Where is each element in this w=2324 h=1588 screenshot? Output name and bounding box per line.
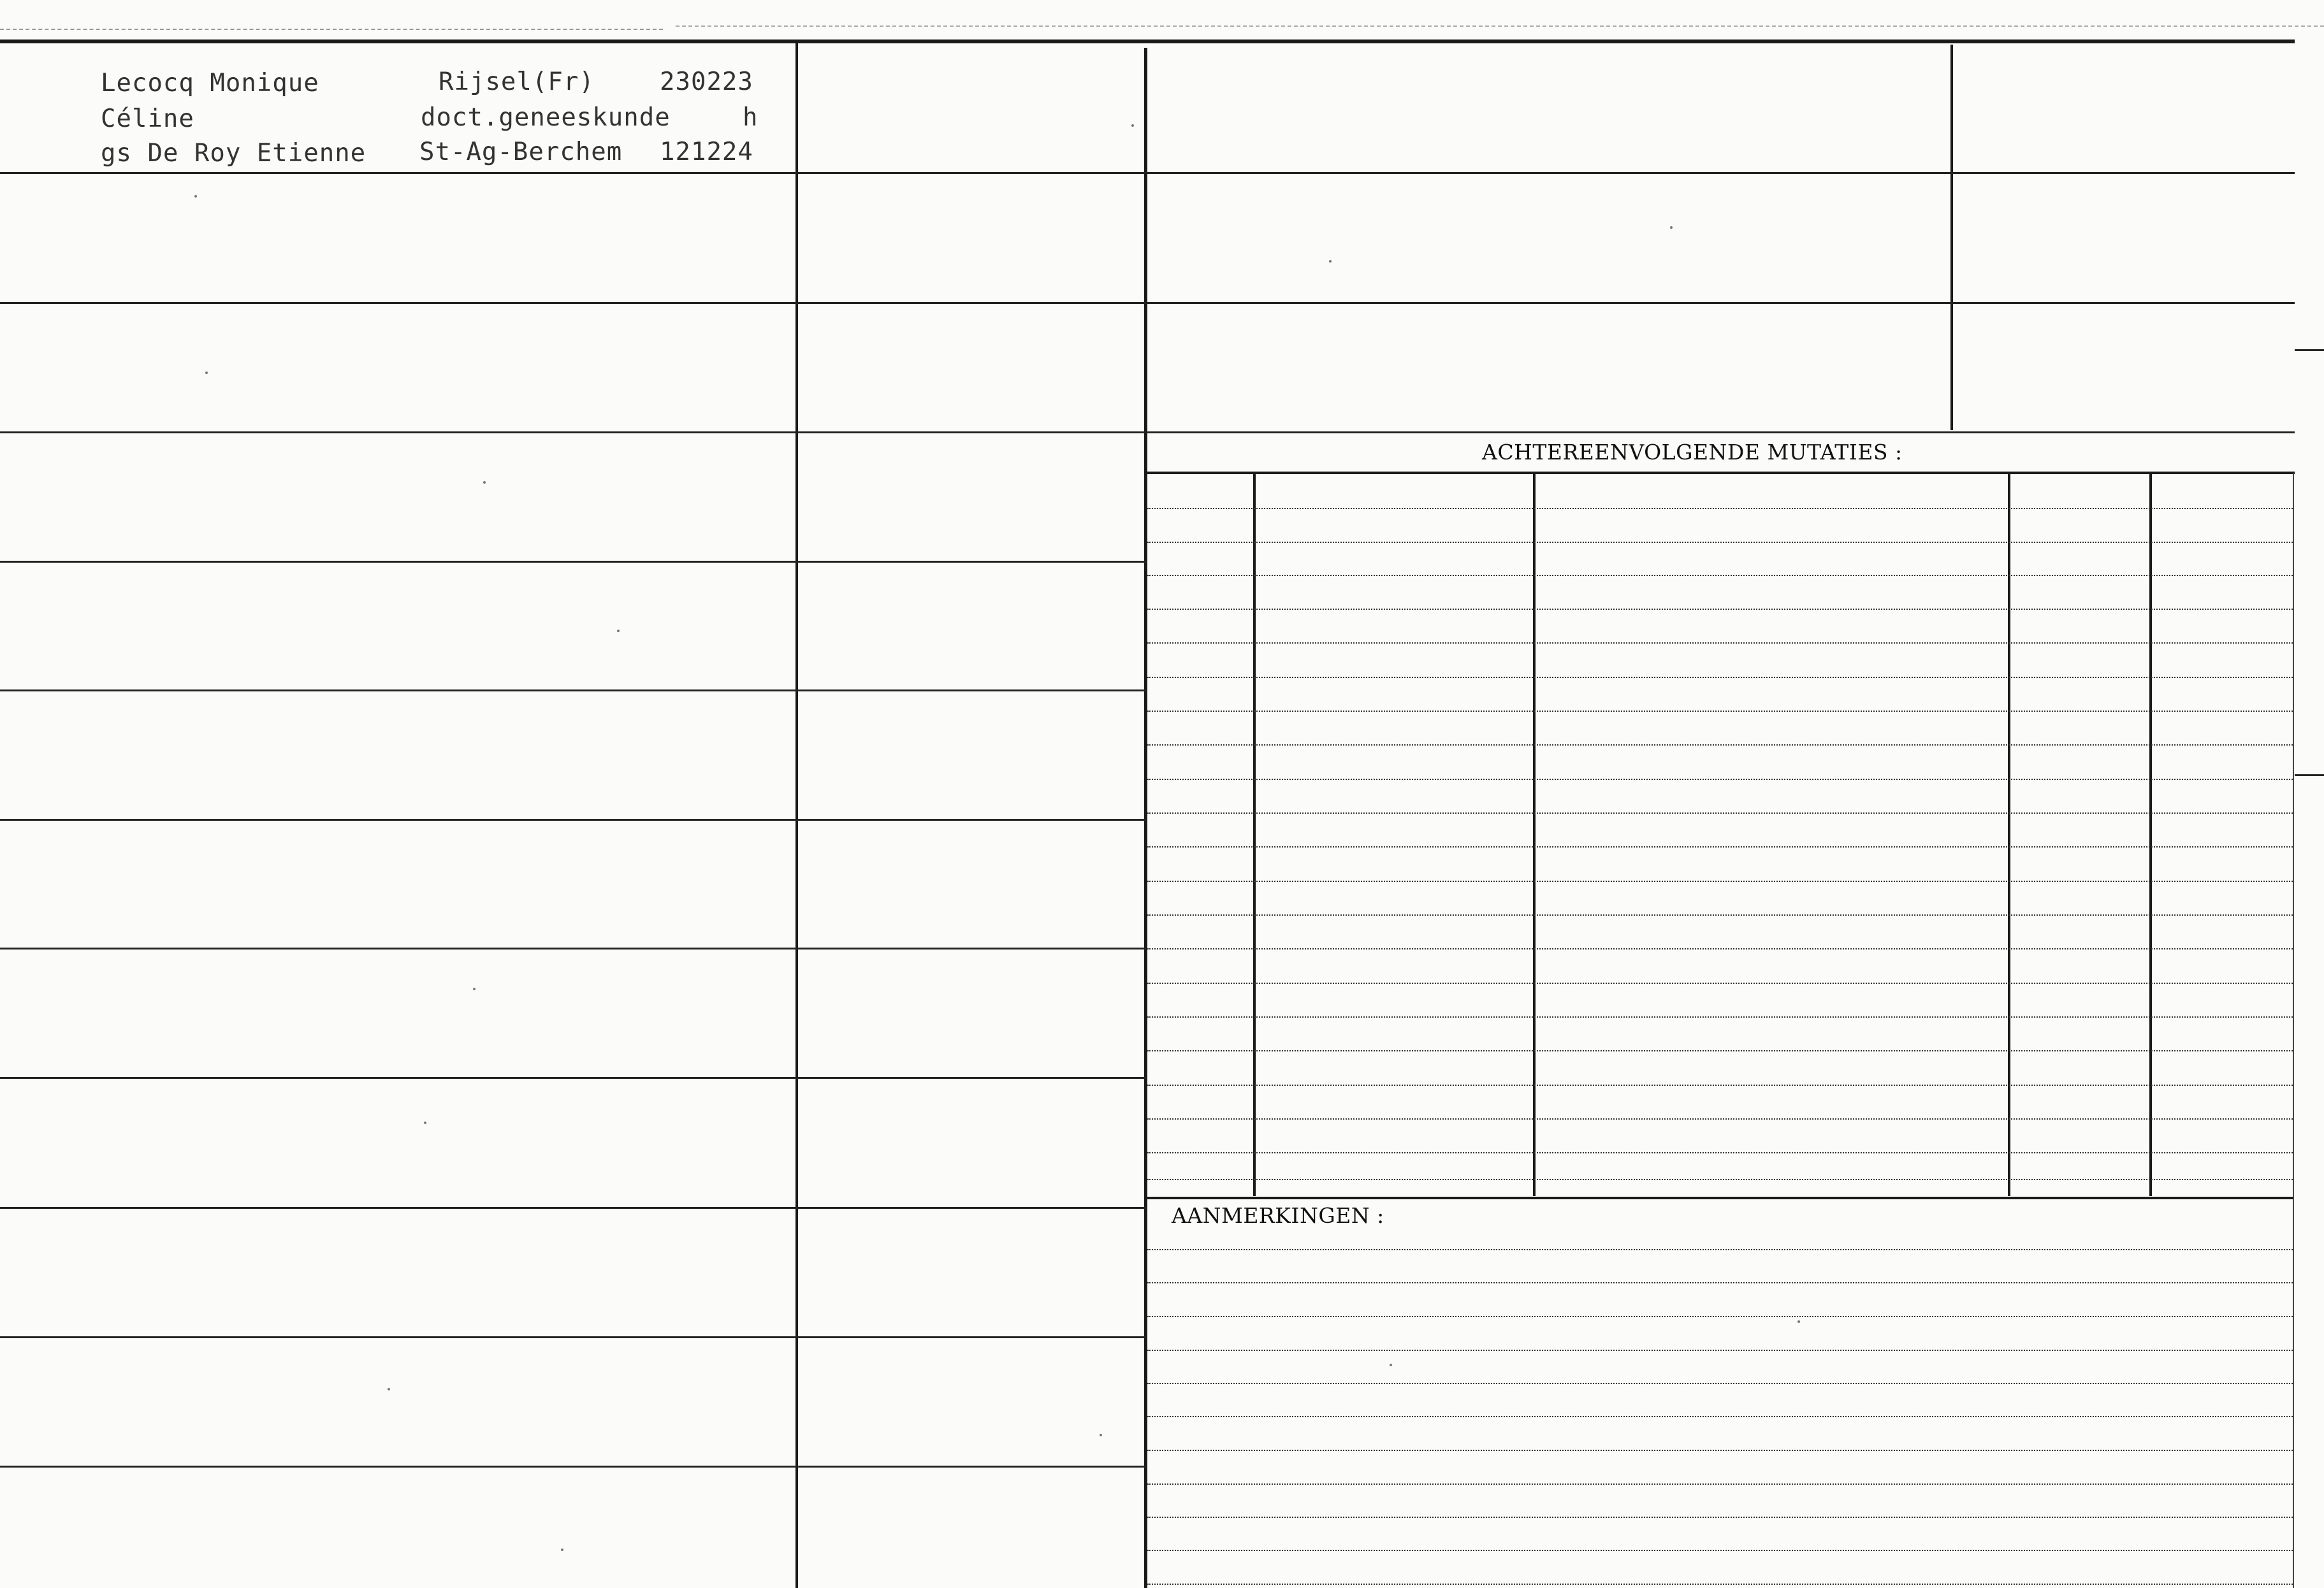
entry-birth-date: 230223 xyxy=(660,68,753,96)
mutations-col-divider xyxy=(1253,473,1256,1196)
entry-name-line: Lecocq Monique xyxy=(101,69,319,97)
remarks-rule xyxy=(1147,1416,2293,1417)
remarks-rule xyxy=(1147,1249,2293,1250)
remarks-rule xyxy=(1147,1383,2293,1384)
mutations-rule xyxy=(1147,711,2293,712)
mutations-rule xyxy=(1147,1152,2293,1153)
remarks-rule xyxy=(1147,1450,2293,1451)
scan-speck xyxy=(205,372,208,374)
margin-tick xyxy=(2295,349,2324,351)
mutations-top-rule xyxy=(1147,472,2295,474)
mutations-right-edge xyxy=(2293,473,2294,1588)
right-row-line xyxy=(1147,302,2295,304)
mutations-heading: ACHTEREENVOLGENDE MUTATIES : xyxy=(1482,440,1903,465)
remarks-rule xyxy=(1147,1584,2293,1585)
scan-speck xyxy=(1670,226,1673,229)
right-row-line xyxy=(1147,172,2295,174)
mutations-rule xyxy=(1147,983,2293,984)
scan-speck xyxy=(1100,1434,1102,1436)
remarks-rule xyxy=(1147,1282,2293,1283)
mutations-rule xyxy=(1147,914,2293,916)
mutations-rule xyxy=(1147,1179,2293,1180)
remarks-rule xyxy=(1147,1316,2293,1317)
mutations-bottom-rule xyxy=(1147,1197,2293,1199)
mutations-rule xyxy=(1147,642,2293,644)
right-upper-divider xyxy=(1950,45,1953,430)
scan-speck xyxy=(194,195,197,198)
scan-speck xyxy=(561,1548,563,1551)
row-line xyxy=(0,172,1146,174)
entry-occupation-mark: h xyxy=(743,103,759,132)
mutations-rule xyxy=(1147,677,2293,678)
margin-tick xyxy=(2295,774,2324,776)
row-line xyxy=(0,1207,1146,1209)
remarks-rule xyxy=(1147,1517,2293,1518)
mutations-col-divider xyxy=(2149,473,2152,1196)
top-edge-line-2 xyxy=(676,25,2324,27)
left-column-divider xyxy=(795,41,798,1588)
row-line xyxy=(0,819,1146,821)
row-line xyxy=(0,302,1146,304)
row-line xyxy=(0,1077,1146,1079)
row-line xyxy=(0,1336,1146,1338)
remarks-rule xyxy=(1147,1550,2293,1551)
center-column-divider xyxy=(1144,48,1147,1588)
row-line xyxy=(0,689,1146,691)
mutations-rule xyxy=(1147,1118,2293,1120)
row-line xyxy=(0,561,1146,563)
mutations-rule xyxy=(1147,609,2293,610)
right-row-line xyxy=(1147,431,2295,433)
remarks-rule xyxy=(1147,1483,2293,1485)
top-rule xyxy=(0,40,2295,43)
entry-occupation: doct.geneeskunde xyxy=(421,103,671,132)
mutations-rule xyxy=(1147,542,2293,543)
scan-speck xyxy=(1797,1320,1800,1323)
scan-speck xyxy=(424,1122,426,1124)
mutations-rule xyxy=(1147,1050,2293,1051)
entry-birth-place: Rijsel(Fr) xyxy=(439,68,595,96)
remarks-heading: AANMERKINGEN : xyxy=(1172,1203,1384,1228)
mutations-rule xyxy=(1147,948,2293,949)
scan-speck xyxy=(1329,260,1332,263)
row-line xyxy=(0,431,1146,433)
mutations-rule xyxy=(1147,881,2293,882)
mutations-col-divider xyxy=(1533,473,1536,1196)
scan-speck xyxy=(1131,124,1134,127)
mutations-rule xyxy=(1147,812,2293,814)
scan-speck xyxy=(483,481,486,484)
scan-speck xyxy=(473,988,476,990)
mutations-rule xyxy=(1147,1085,2293,1086)
top-edge-line xyxy=(0,29,663,30)
mutations-rule xyxy=(1147,575,2293,576)
entry-residence-date: 121224 xyxy=(660,138,753,166)
scan-speck xyxy=(617,630,620,632)
row-line xyxy=(0,1466,1146,1468)
mutations-rule xyxy=(1147,508,2293,509)
mutations-rule xyxy=(1147,846,2293,848)
mutations-rule xyxy=(1147,744,2293,746)
remarks-rule xyxy=(1147,1350,2293,1351)
mutations-col-divider xyxy=(2008,473,2010,1196)
mutations-rule xyxy=(1147,779,2293,780)
entry-given-name: Céline xyxy=(101,105,194,133)
row-line xyxy=(0,948,1146,949)
scan-speck xyxy=(388,1388,390,1390)
scan-speck xyxy=(1390,1364,1392,1366)
mutations-rule xyxy=(1147,1016,2293,1018)
entry-residence: St-Ag-Berchem xyxy=(419,138,623,166)
entry-spouse: gs De Roy Etienne xyxy=(101,139,367,168)
